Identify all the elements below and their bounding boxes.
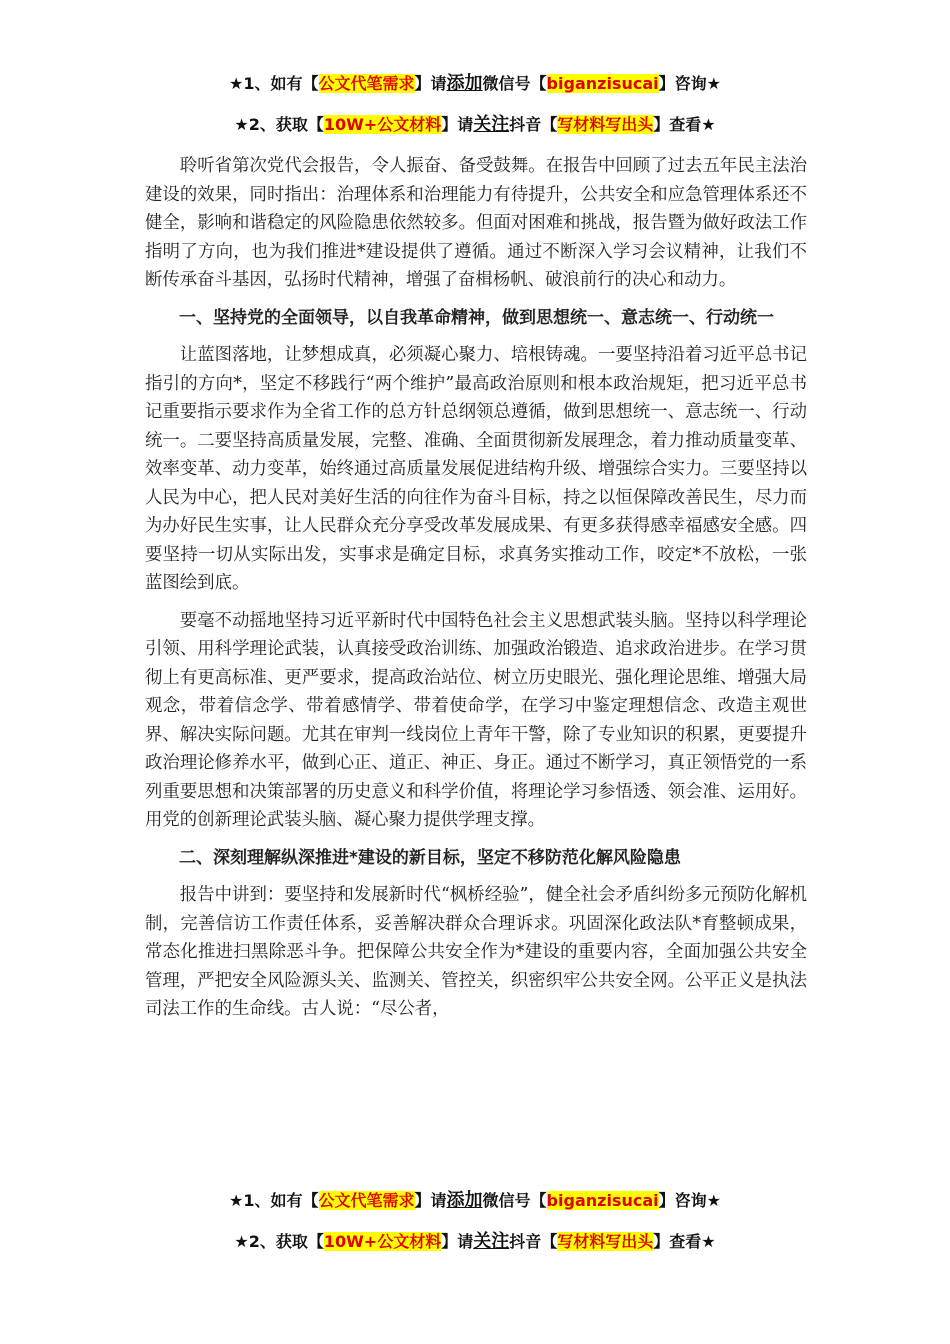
banner-underline: 关注 [473,1231,510,1252]
banner-highlight: 公文代笔需求 [318,1191,415,1210]
banner-text: 抖音【 [509,1232,558,1251]
section-heading-2: 二、深刻理解纵深推进*建设的新目标，坚定不移防范化解风险隐患 [179,847,681,868]
promo-banner-bottom-line2 [0,1227,950,1253]
banner-highlight: 10W+公文材料 [323,1232,442,1251]
section-heading-1: 一、坚持党的全面领导，以自我革命精神，做到思想统一、意志统一、行动统一 [179,307,774,328]
banner-text: 】咨询★ [658,1191,721,1210]
banner-text: ★1、如有【 [229,1191,319,1210]
banner-text: 微信号【 [482,1191,547,1210]
banner-text: 】请 [414,1191,447,1210]
banner-text: 】请 [414,74,447,93]
paragraph: 要毫不动摇地坚持习近平新时代中国特色社会主义思想武装头脑。坚持以科学理论引领、用科学理论武装，认真接受政治训练、加强政治锻造、追求政治进步。在学习贯彻上有更高标准、更严要求，提高政治站位、树立历史眼光、强化理论思维、增强大局观念，带着信念学、带着感情学、带着使命学，在学习中鉴定理想信念、改造主观世界、解决实际问题。尤其在审判一线岗位上青年干警，除了专业知识的积累，更要提升政治理论修养水平，做到心正、道正、神正、身正。通过不断学习，真正领悟党的一系列重要思想和决策部署的历史意义和科学价值，将理论学习参悟透、领会准、运用好。用党的创新理论武装头脑、凝心聚力提供学理支撑。 [145,610,807,830]
banner-text: ★2、获取【 [234,115,324,134]
banner-highlight-wechat-id: biganzisucai [546,74,659,93]
banner-text: 】查看★ [653,115,716,134]
promo-banner-top-line2 [0,110,950,136]
banner-underline: 关注 [473,114,510,135]
banner-text: 】查看★ [653,1232,716,1251]
banner-text: 】请 [441,1232,474,1251]
banner-highlight: 公文代笔需求 [318,74,415,93]
banner-text: 抖音【 [509,115,558,134]
banner-highlight-wechat-id: biganzisucai [546,1191,659,1210]
banner-underline: 添加 [446,73,483,94]
promo-banner-top-line1 [0,69,950,95]
banner-text: ★2、获取【 [234,1232,324,1251]
banner-highlight: 10W+公文材料 [323,115,442,134]
banner-text: 微信号【 [482,74,547,93]
banner-text: 】请 [441,115,474,134]
banner-highlight-douyin: 写材料写出头 [557,115,654,134]
paragraph: 让蓝图落地，让梦想成真，必须凝心聚力、培根铸魂。一要坚持沿着习近平总书记指引的方向*，坚定不移践行“两个维护”最高政治原则和根本政治规矩，把习近平总书记重要指示要求作为全省工作的总方针总纲领总遵循，做到思想统一、意志统一、行动统一。二要坚持高质量发展，完整、准确、全面贯彻新发展理念，着力推动质量变革、效率变革、动力变革，始终通过高质量发展促进结构升级、增强综合实力。三要坚持以人民为中心，把人民对美好生活的向往作为奋斗目标，持之以恒保障改善民生，尽力而为办好民生实事，让人民群众充分享受改革发展成果、有更多获得感幸福感安全感。四要坚持一切从实际出发，实事求是确定目标，求真务实推动工作，咬定*不放松，一张蓝图绘到底。 [145,345,807,593]
banner-text: 】咨询★ [658,74,721,93]
paragraph-intro: 聆听省第次党代会报告，令人振奋、备受鼓舞。在报告中回顾了过去五年民主法治建设的效果，同时指出：治理体系和治理能力有待提升，公共安全和应急管理体系还不健全，影响和谐稳定的风险隐患依然较多。但面对困难和挑战，报告暨为做好政法工作指明了方向，也为我们推进*建设提供了遵循。通过不断深入学习会议精神，让我们不断传承奋斗基因，弘扬时代精神，增强了奋楫杨帆、破浪前行的决心和动力。 [145,156,807,290]
banner-underline: 添加 [446,1190,483,1211]
banner-text: ★1、如有【 [229,74,319,93]
document-body [145,152,807,1024]
paragraph: 报告中讲到：要坚持和发展新时代“枫桥经验”，健全社会矛盾纠纷多元预防化解机制，完善信访工作责任体系，妥善解决群众合理诉求。巩固深化政法队*育整顿成果，常态化推进扫黑除恶斗争。把保障公共安全作为*建设的重要内容，全面加强公共安全管理，严把安全风险源头关、监测关、管控关，织密织牢公共安全网。公平正义是执法司法工作的生命线。古人说：“尽公者， [145,885,807,1019]
banner-highlight-douyin: 写材料写出头 [557,1232,654,1251]
promo-banner-bottom-line1 [0,1186,950,1212]
